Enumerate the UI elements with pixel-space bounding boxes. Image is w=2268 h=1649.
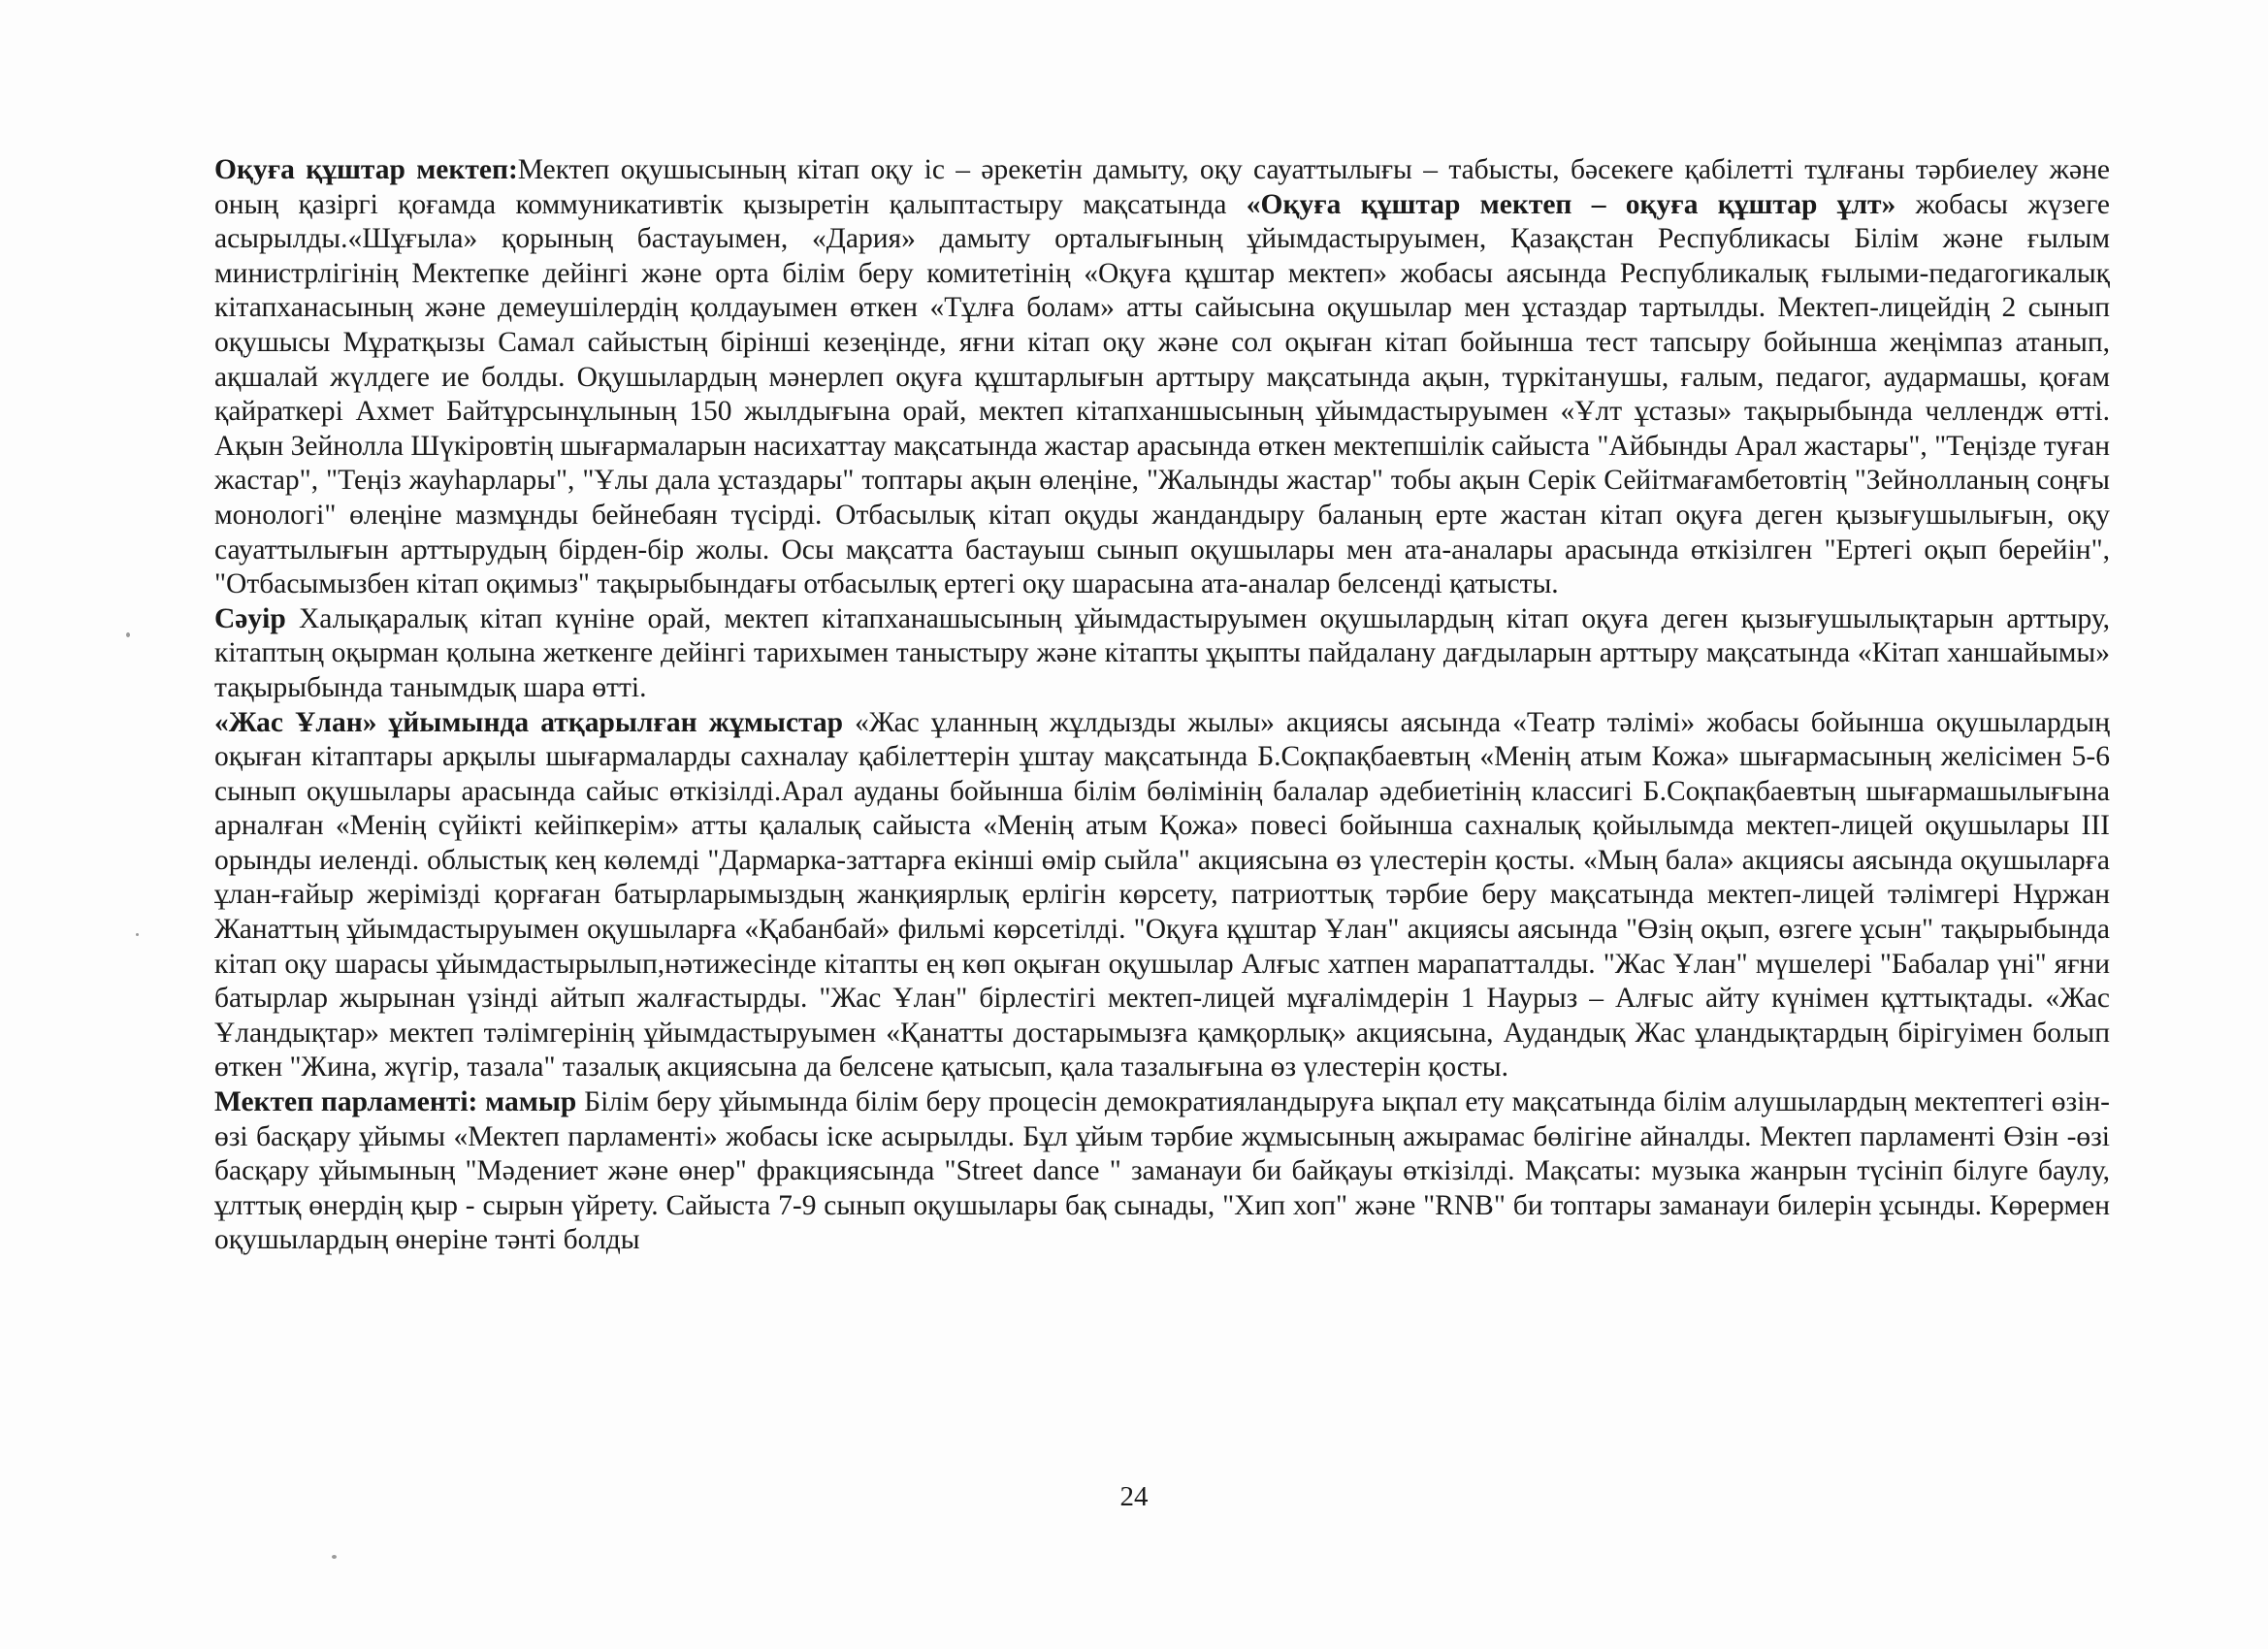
- paragraph-heading: Сәуір: [214, 602, 286, 634]
- paragraph-school-parliament: [214, 1085, 2110, 1258]
- paragraph-zhas-ulan: [214, 706, 2110, 1086]
- paragraph-text: Халықаралық кітап күніне орай, мектеп кітапханашысының ұйымдастыруымен оқушылардың кітап оқуға деген қызығушылықтарын арттыру, кітаптың оқырман қолына жеткенге дейінгі тарихымен таныстыру және кітапты ұқыпты пайдалану дағдыларын арттыру мақсатында «Кітап ханшайымы» тақырыбында танымдық шара өтті.: [214, 602, 2110, 703]
- scan-speck: [332, 1555, 337, 1559]
- page-number: 24: [1119, 1481, 1149, 1512]
- scan-speck: [136, 933, 139, 936]
- paragraph-heading: «Жас Ұлан» ұйымында атқарылған жұмыстар: [214, 706, 844, 738]
- scan-speck: [126, 632, 130, 637]
- document-body: [214, 153, 2110, 1258]
- paragraph-april: [214, 602, 2110, 706]
- paragraph-text: «Жас ұланның жұлдызды жылы» акциясы аясында «Театр тәлімі» жобасы бойынша оқушылардың оқыған кітаптары арқылы шығармаларды сахналау қабілеттерін ұштау мақсатында Б.Соқпақбаевтың «Менің атым Кожа» шығармасының желісімен 5-6 сынып оқушылары арасында сайыс өткізілді.Арал ауданы бойынша білім бөлімінің балалар әдебиетінің классигі Б.Соқпақбаевтың шығармашылығына арналған «Менің сүйікті кейіпкерім» атты қалалық сайыста «Менің атым Қожа» повесі бойынша сахналық қойылымда мектеп-лицей оқушылары ІІІ орынды иеленді. облыстық кең көлемді "Дармарка-заттарға екінші өмір сыйла" акциясына өз үлестерін қосты. «Мың бала» акциясы аясында оқушыларға ұлан-ғайыр жерімізді қорғаған батырларымыздың жанқиярлық ерлігін көрсету, патриоттық тәрбие беру мақсатында мектеп-лицей тәлімгері Нұржан Жанаттың ұйымдастыруымен оқушыларға «Қабанбай» фильмі көрсетілді. "Оқуға құштар Ұлан" акциясы аясында "Өзің оқып, өзгеге ұсын" тақырыбында кітап оқу шарасы ұйымдастырылып,нәтижесінде кітапты ең көп оқыған оқушылар Алғыс хатпен марапатталды. "Жас Ұлан" мүшелері "Бабалар үні" яғни батырлар жырынан үзінді айтып жалғастырды. "Жас Ұлан" бірлестігі мектеп-лицей мұғалімдерін 1 Наурыз – Алғыс айту күнімен құттықтады. «Жас Ұландықтар» мектеп тәлімгерінің ұйымдастыруымен «Қанатты достарымызға қамқорлық» акциясына, Аудандық Жас ұландықтардың бірігуімен болып өткен "Жина, жүгір, тазала" тазалық акциясына да белсене қатысып, қала тазалығына өз үлестерін қосты.: [214, 706, 2110, 1083]
- paragraph-heading: Мектеп парламенті: мамыр: [214, 1086, 577, 1118]
- paragraph-text: Білім беру ұйымында білім беру процесін демократияландыруға ықпал ету мақсатында білім алушылардың мектептегі өзін-өзі басқару ұйымы «Мектеп парламенті» жобасы іске асырылды. Бұл ұйым тәрбие жұмысының ажырамас бөлігіне айналды. Мектеп парламенті Өзін -өзі басқару ұйымының "Мәдениет және өнер" фракциясында "Street dance " заманауи би байқауы өткізілді. Мақсаты: музыка жанрын түсініп білуге баулу, ұлттық өнердің қыр - сырын үйрету. Сайыста 7-9 сынып оқушылары бақ сынады, "Хип хоп" және "RNB" би топтары заманауи билерін ұсынды. Көрермен оқушылардың өнеріне тәнті болды: [214, 1086, 2111, 1256]
- paragraph-reading-school: [214, 153, 2110, 602]
- paragraph-heading: Оқуға құштар мектеп:: [214, 154, 518, 185]
- paragraph-text: жобасы жүзеге асырылды.«Шұғыла» қорының бастауымен, «Дария» дамыту орталығының ұйымдастыруымен, Қазақстан Республикасы Білім және ғылым министрлігінің Мектепке дейінгі және орта білім беру комитетінің «Оқуға құштар мектеп» жобасы аясында Республикалық ғылыми-педагогикалық кітапханасының және демеушілердің қолдауымен өткен «Тұлға болам» атты сайысына оқушылар мен ұстаздар тартылды. Мектеп-лицейдің 2 сынып оқушысы Мұратқызы Самал сайыстың бірінші кезеңінде, яғни кітап оқу және сол оқыған кітап бойынша тест тапсыру бойынша жеңімпаз атанып, ақшалай жүлдеге ие болды. Оқушылардың мәнерлеп оқуға құштарлығын арттыру мақсатында ақын, түркітанушы, ғалым, педагог, аудармашы, қоғам қайраткері Ахмет Байтұрсынұлының 150 жылдығына орай, мектеп кітапханшысының ұйымдастыруымен «Ұлт ұстазы» тақырыбында челлендж өтті. Ақын Зейнолла Шүкіровтің шығармаларын насихаттау мақсатында жастар арасында өткен мектепшілік сайыста "Айбынды Арал жастары", "Теңізде туған жастар", "Теңіз жауһарлары", "Ұлы дала ұстаздары" топтары ақын өлеңіне, "Жалынды жастар" тобы ақын Серік Сейітмағамбетовтің "Зейнолланың соңғы монологі" өлеңіне мазмұнды бейнебаян түсірді. Отбасылық кітап оқуды жандандыру баланың ерте жастан кітап оқуға деген қызығушылығын, оқу сауаттылығын арттырудың бірден-бір жолы. Осы мақсатта бастауыш сынып оқушылары мен ата-аналары арасында өткізілген "Ертегі оқып берейін", "Отбасымызбен кітап оқимыз" тақырыбындағы отбасылық ертегі оқу шарасына ата-аналар белсенді қатысты.: [214, 188, 2111, 600]
- project-title: «Оқуға құштар мектеп – оқуға құштар ұлт»: [1246, 188, 1896, 220]
- paragraph-text: Мектеп оқушысының кітап оқу іс – әрекетін дамыту, оқу сауаттылығы – табысты, бәсекеге қабілетті тұлғаны тәрбиелеу және оның қазіргі қоғамда коммуникативтік қызыретін қалыптастыру мақсатында: [214, 154, 2110, 220]
